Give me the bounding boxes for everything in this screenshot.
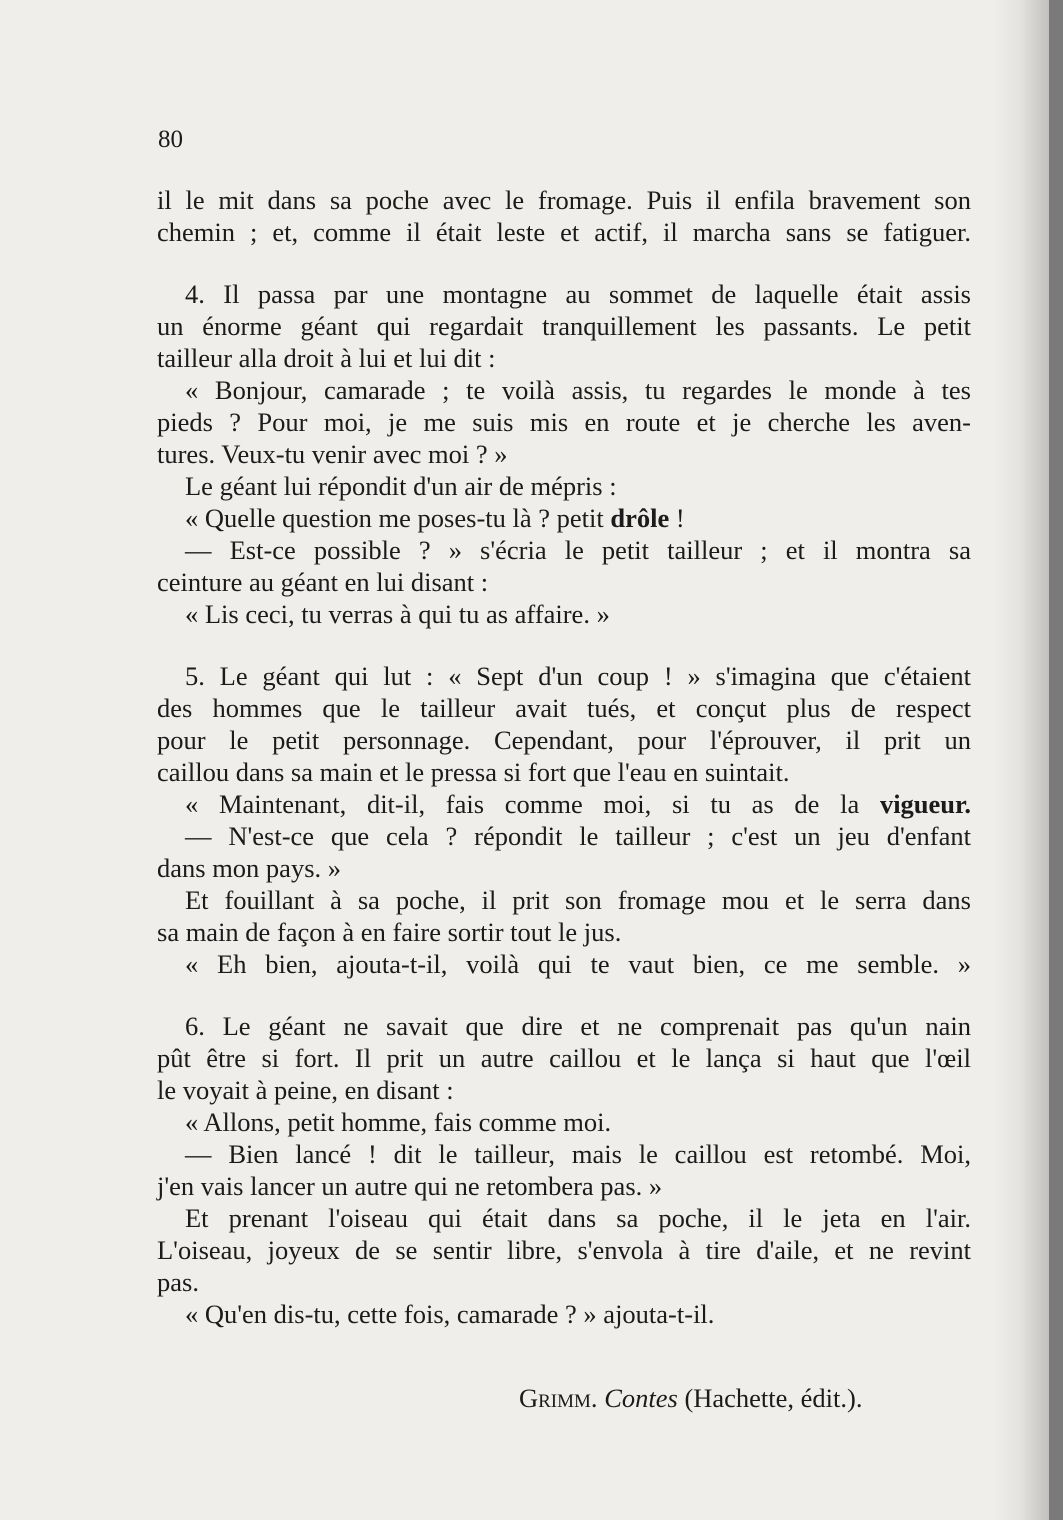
text-line: Le géant lui répondit d'un air de mépris :: [185, 471, 617, 501]
text-line: pieds ? Pour moi, je me suis mis en route et je cherche les aven-: [157, 407, 971, 437]
text-line: chemin ; et, comme il était leste et actif, il marcha sans se fatiguer.: [157, 217, 971, 247]
text-line: caillou dans sa main et le pressa si fort que l'eau en suintait.: [157, 757, 790, 787]
paragraph-gap: [157, 248, 971, 278]
text-line: [157, 788, 971, 820]
text-line: — Est-ce possible ? » s'écria le petit tailleur ; et il montra sa: [185, 535, 971, 565]
text-line: dans mon pays. »: [157, 853, 342, 883]
text-line: il le mit dans sa poche avec le fromage. Puis il enfila bravement son: [157, 185, 971, 215]
text-line: sa main de façon à en faire sortir tout le jus.: [157, 917, 622, 947]
text-line: des hommes que le tailleur avait tués, et conçut plus de respect: [157, 693, 971, 723]
text-line: L'oiseau, joyeux de se sentir libre, s'envola à tire d'aile, et ne revint: [157, 1235, 971, 1265]
paragraph-gap: [157, 980, 971, 1010]
bold-word: vigueur.: [879, 789, 971, 819]
text-line: pour le petit personnage. Cependant, pour l'éprouver, il prit un: [157, 725, 971, 755]
text-line: — Bien lancé ! dit le tailleur, mais le caillou est retombé. Moi,: [185, 1139, 971, 1169]
text-line: 6. Le géant ne savait que dire et ne comprenait pas qu'un nain: [185, 1011, 971, 1041]
text-line: « Lis ceci, tu verras à qui tu as affaire. »: [185, 599, 610, 629]
text-body: [157, 184, 971, 1330]
paragraph-gap: [157, 630, 971, 660]
text-segment: !: [669, 503, 685, 533]
text-line: j'en vais lancer un autre qui ne retombera pas. »: [157, 1171, 663, 1201]
text-line: 4. Il passa par une montagne au sommet de laquelle était assis: [185, 279, 971, 309]
text-line: « Bonjour, camarade ; te voilà assis, tu regardes le monde à tes: [185, 375, 971, 405]
text-line: un énorme géant qui regardait tranquillement les passants. Le petit: [157, 311, 971, 341]
text-segment: « Maintenant, dit-il, fais comme moi, si tu as de la: [185, 789, 880, 819]
text-line: « Allons, petit homme, fais comme moi.: [185, 1107, 612, 1137]
attribution-publisher: (Hachette, édit.).: [684, 1383, 863, 1413]
page-edge: [1049, 0, 1063, 1520]
attribution-author: Grimm.: [519, 1383, 598, 1413]
attribution-work: Contes: [604, 1383, 678, 1413]
text-line: Et prenant l'oiseau qui était dans sa poche, il le jeta en l'air.: [185, 1203, 971, 1233]
bold-word: drôle: [610, 503, 670, 533]
text-line: 5. Le géant qui lut : « Sept d'un coup ! » s'imagina que c'étaient: [185, 661, 971, 691]
text-line: tailleur alla droit à lui et lui dit :: [157, 343, 496, 373]
text-line: ceinture au géant en lui disant :: [157, 567, 489, 597]
text-line: « Qu'en dis-tu, cette fois, camarade ? » ajouta-t-il.: [185, 1299, 715, 1329]
text-line: tures. Veux-tu venir avec moi ? »: [157, 439, 508, 469]
text-line: pas.: [157, 1267, 199, 1297]
text-line: Et fouillant à sa poche, il prit son fromage mou et le serra dans: [185, 885, 971, 915]
text-line: le voyait à peine, en disant :: [157, 1075, 454, 1105]
text-line: pût être si fort. Il prit un autre caillou et le lança si haut que l'œil: [157, 1043, 971, 1073]
text-line: — N'est-ce que cela ? répondit le tailleur ; c'est un jeu d'enfant: [185, 821, 971, 851]
text-line: « Eh bien, ajouta-t-il, voilà qui te vaut bien, ce me semble. »: [185, 949, 971, 979]
text-segment: « Quelle question me poses-tu là ? petit: [185, 503, 611, 533]
text-line: [157, 502, 971, 534]
source-attribution: [519, 1382, 862, 1414]
page-number: 80: [158, 126, 183, 153]
